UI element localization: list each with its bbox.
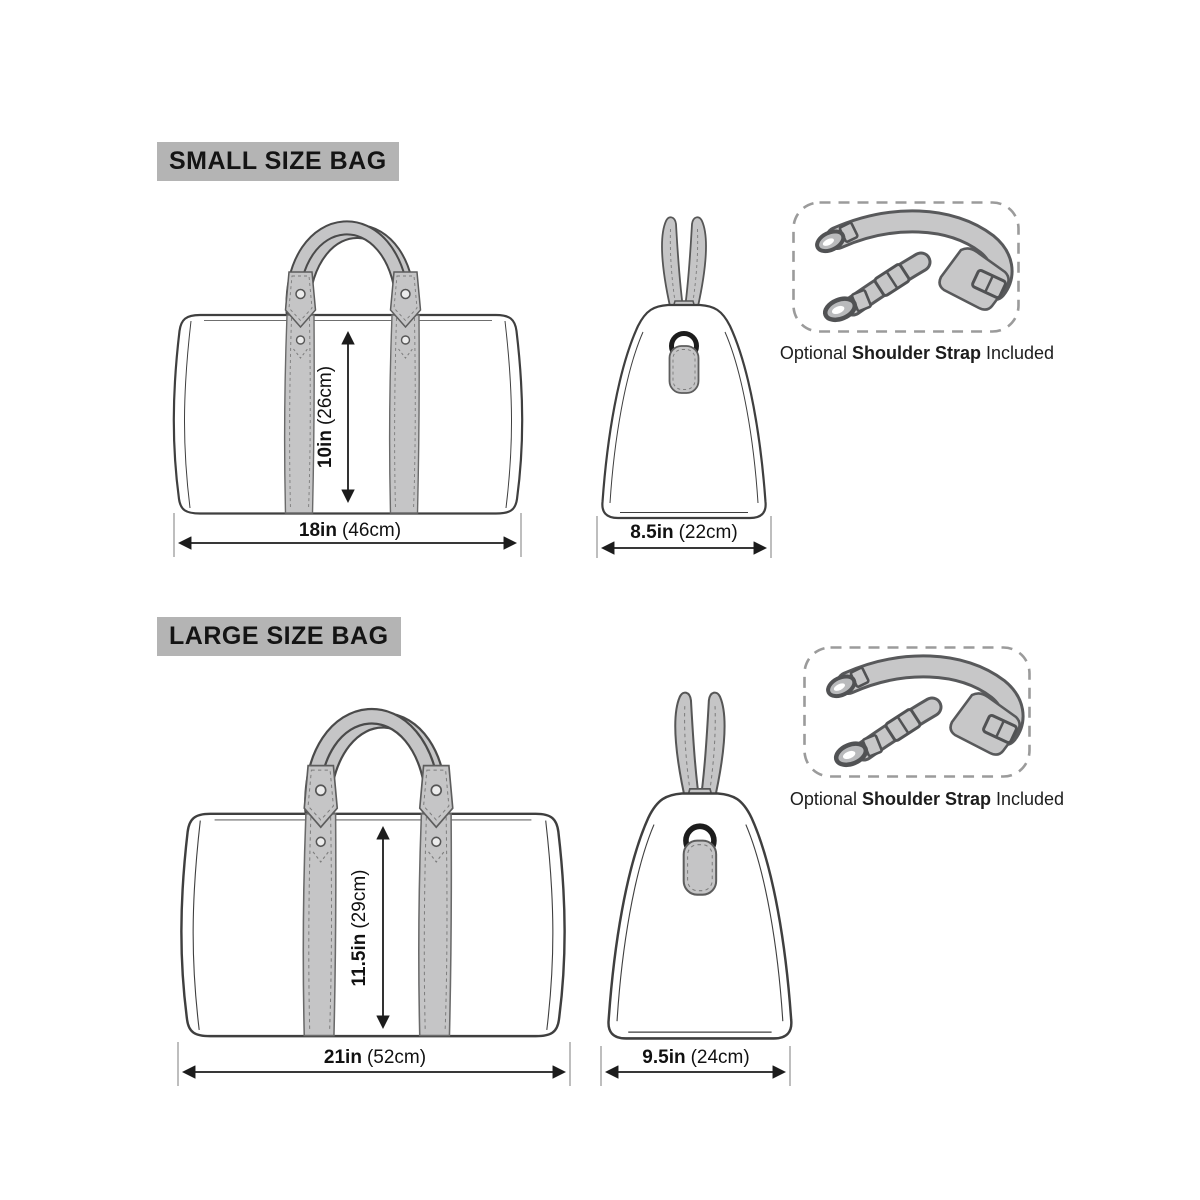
- large-bag-front-view: [181, 716, 564, 1036]
- large-height-inches: 11.5in: [349, 933, 370, 987]
- large-strap-caption-prefix: Optional: [789, 789, 857, 809]
- small-bag-side-view: [602, 217, 765, 518]
- large-depth-label: [642, 1047, 749, 1068]
- large-height-label: [349, 870, 370, 987]
- large-bag-side-view: [608, 693, 791, 1039]
- small-strap-caption-bold: Shoulder Strap: [851, 343, 981, 363]
- small-height-cm: (26cm): [315, 365, 336, 426]
- small-width-label: [299, 520, 401, 541]
- small-depth-cm: (22cm): [678, 522, 738, 543]
- large-strap-caption: [787, 789, 1067, 809]
- small-depth-dimension: [597, 516, 771, 558]
- small-width-dimension: [174, 513, 521, 557]
- large-width-inches: 21in: [323, 1047, 362, 1068]
- small-width-inches: 18in: [298, 520, 337, 541]
- large-depth-inches: 9.5in: [642, 1047, 686, 1068]
- large-height-cm: (29cm): [349, 869, 370, 929]
- small-strap-caption-prefix: Optional: [779, 343, 847, 363]
- large-strap-caption-bold: Shoulder Strap: [861, 789, 991, 809]
- large-depth-cm: (24cm): [690, 1047, 750, 1068]
- large-width-label: [324, 1047, 426, 1068]
- large-width-cm: (52cm): [366, 1047, 427, 1068]
- small-height-label: [315, 366, 336, 468]
- large-size-bag-header: LARGE SIZE BAG: [157, 617, 401, 656]
- small-strap-caption: [777, 343, 1057, 363]
- small-shoulder-strap-illustration: [794, 203, 1019, 332]
- small-depth-inches: 8.5in: [630, 522, 674, 543]
- large-depth-dimension: [601, 1046, 790, 1086]
- small-strap-caption-suffix: Included: [986, 343, 1055, 363]
- large-strap-caption-suffix: Included: [996, 789, 1065, 809]
- large-width-dimension: [178, 1042, 570, 1086]
- small-height-inches: 10in: [315, 430, 336, 469]
- small-depth-label: [630, 522, 737, 543]
- large-shoulder-strap-illustration: [805, 648, 1030, 777]
- small-size-bag-header: SMALL SIZE BAG: [157, 142, 399, 181]
- small-width-cm: (46cm): [341, 520, 402, 541]
